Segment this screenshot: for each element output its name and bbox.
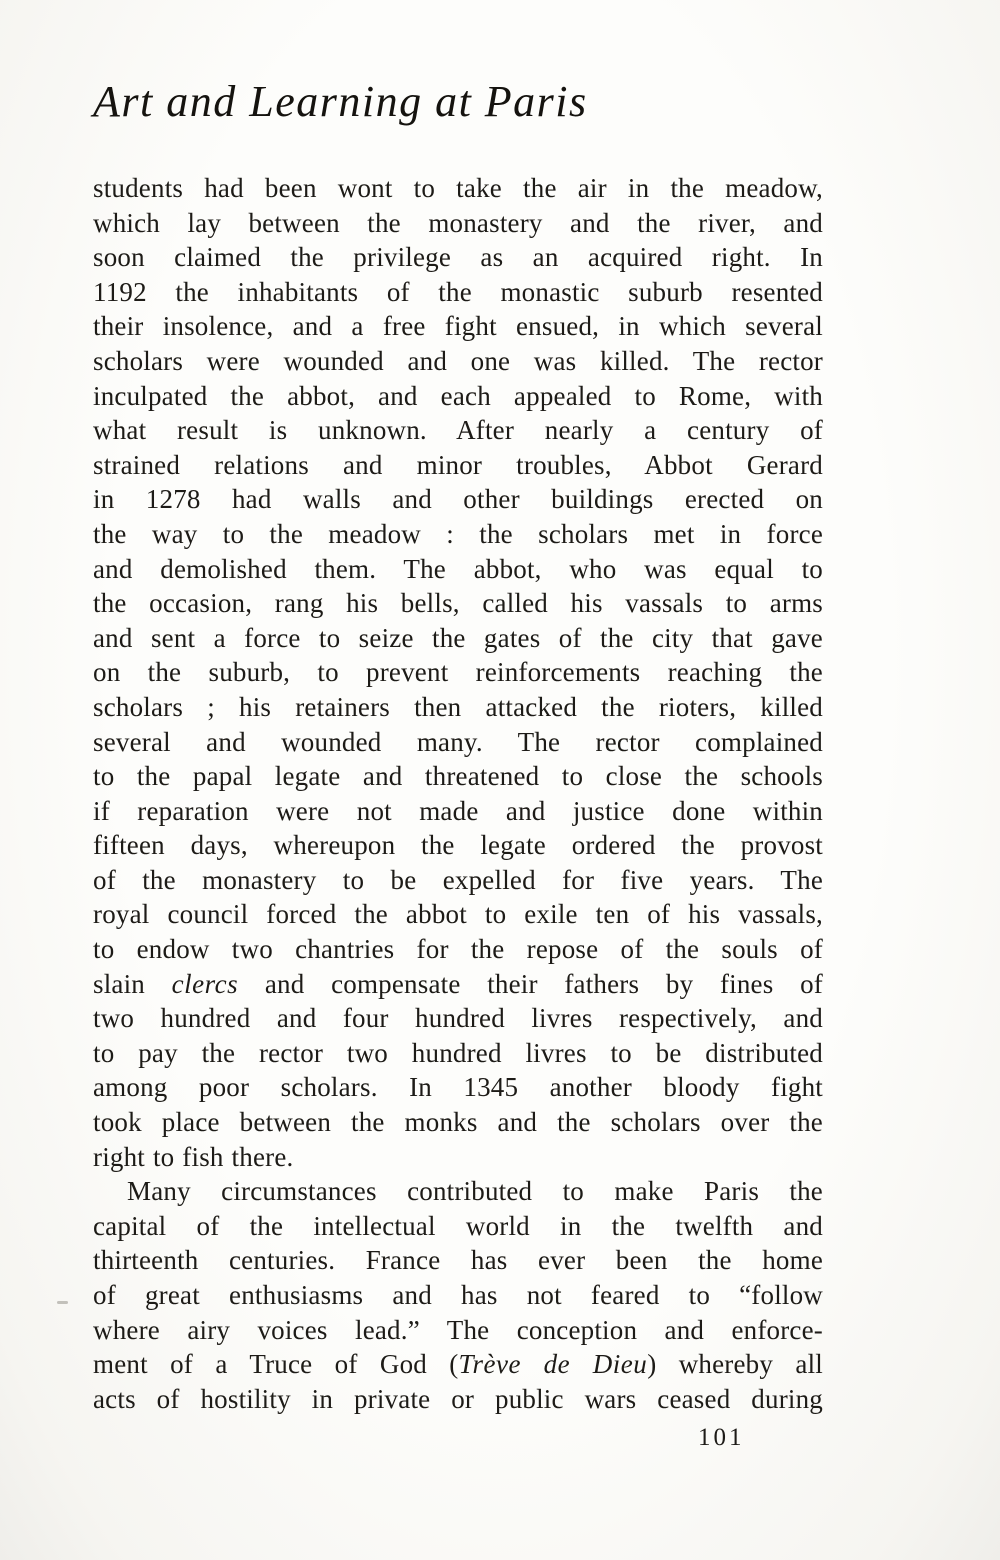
- text-line: two hundred and four hundred livres respectively, and: [93, 1003, 823, 1034]
- text-line: on the suburb, to prevent reinforcements reaching the: [93, 657, 823, 688]
- body-text: [93, 171, 823, 1416]
- text-line: to the papal legate and threatened to close the schools: [93, 761, 823, 792]
- text-line: took place between the monks and the scholars over the: [93, 1107, 823, 1138]
- text-line: and demolished them. The abbot, who was equal to: [93, 553, 823, 584]
- text-line: which lay between the monastery and the river, and: [93, 207, 823, 238]
- text-line: thirteenth centuries. France has ever been the home: [93, 1245, 823, 1276]
- text-line: where airy voices lead.” The conception and enforce-: [93, 1314, 823, 1345]
- text-line: slain clercs and compensate their fathers by fines of: [93, 968, 823, 999]
- text-line: to pay the rector two hundred livres to be distributed: [93, 1037, 823, 1068]
- text-line: ment of a Truce of God (Trève de Dieu) whereby all: [93, 1349, 823, 1380]
- text-line: 1192 the inhabitants of the monastic suburb resented: [93, 276, 823, 307]
- text-line: several and wounded many. The rector complained: [93, 726, 823, 757]
- text-line: of great enthusiasms and has not feared to “follow: [93, 1280, 823, 1310]
- text-line: if reparation were not made and justice done within: [93, 795, 823, 826]
- text-line: among poor scholars. In 1345 another bloody fight: [93, 1072, 823, 1103]
- text-line: scholars were wounded and one was killed. The rector: [93, 345, 823, 376]
- text-line: what result is unknown. After nearly a century of: [93, 415, 823, 446]
- text-line: capital of the intellectual world in the twelfth and: [93, 1210, 823, 1241]
- page-number: 101: [698, 1424, 745, 1451]
- scan-speck: [57, 1301, 68, 1304]
- text-line: to endow two chantries for the repose of the souls of: [93, 934, 823, 965]
- text-line: their insolence, and a free fight ensued, in which several: [93, 311, 823, 342]
- text-line: acts of hostility in private or public wars ceased during: [93, 1383, 823, 1414]
- text-line: the way to the meadow : the scholars met in force: [93, 518, 823, 549]
- text-line: of the monastery to be expelled for five years. The: [93, 864, 823, 895]
- text-line: Many circumstances contributed to make Paris the: [127, 1176, 823, 1207]
- text-line: the occasion, rang his bells, called his vassals to arms: [93, 588, 823, 619]
- text-line: and sent a force to seize the gates of the city that gave: [93, 622, 823, 653]
- text-line: inculpated the abbot, and each appealed to Rome, with: [93, 380, 823, 411]
- text-line: right to fish there.: [93, 1141, 294, 1172]
- page-title: Art and Learning at Paris: [93, 77, 588, 126]
- text-line: students had been wont to take the air in the meadow,: [93, 173, 823, 203]
- text-line: royal council forced the abbot to exile ten of his vassals,: [93, 899, 823, 930]
- text-line: in 1278 had walls and other buildings erected on: [93, 484, 823, 515]
- text-line: strained relations and minor troubles, Abbot Gerard: [93, 449, 823, 480]
- text-line: soon claimed the privilege as an acquired right. In: [93, 242, 823, 273]
- text-line: scholars ; his retainers then attacked the rioters, killed: [93, 691, 823, 722]
- text-line: fifteen days, whereupon the legate ordered the provost: [93, 830, 823, 861]
